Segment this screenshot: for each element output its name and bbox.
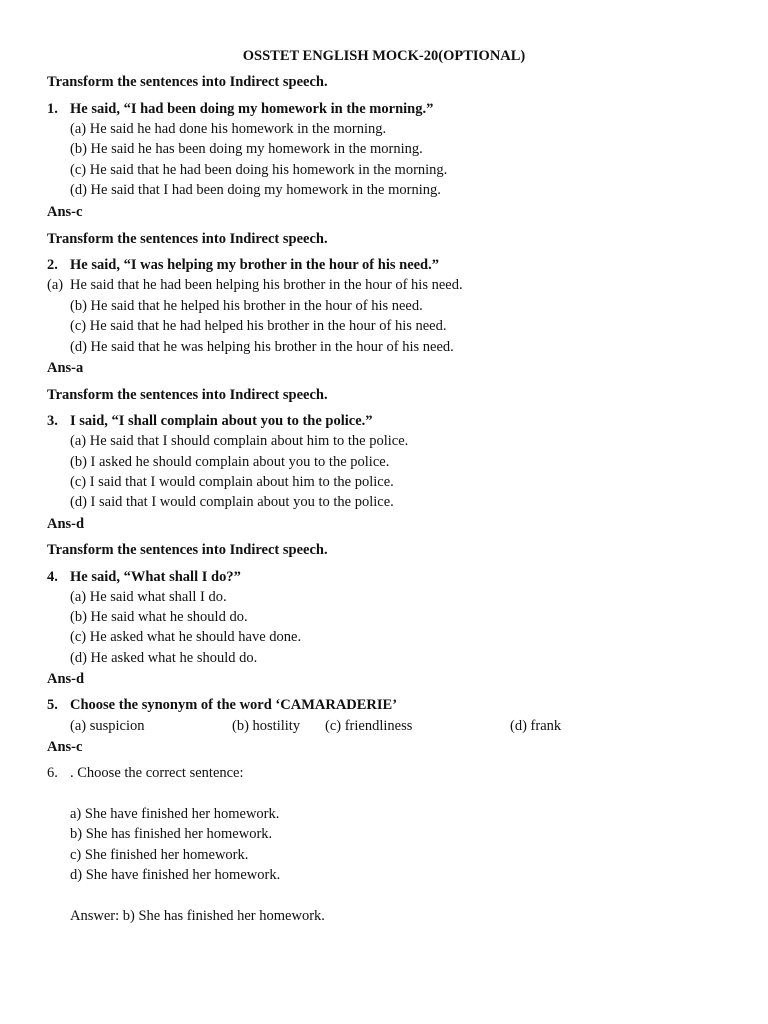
q4-number: 4. <box>47 569 58 585</box>
q5-option-d: (d) frank <box>510 718 562 734</box>
q4-instruction: Transform the sentences into Indirect speech. <box>47 542 328 558</box>
q5-answer: Ans-c <box>47 739 83 755</box>
q1-instruction: Transform the sentences into Indirect speech. <box>47 74 328 90</box>
q2-number: 2. <box>47 257 58 273</box>
q1-option-a: (a) He said he had done his homework in the morning. <box>70 121 387 137</box>
q1-option-b: (b) He said he has been doing my homework in the morning. <box>70 141 423 157</box>
q6-option-a: a) She have finished her homework. <box>70 806 280 822</box>
q4-option-a: (a) He said what shall I do. <box>70 589 227 605</box>
q2-option-a: He said that he had been helping his brother in the hour of his need. <box>70 277 463 293</box>
q4-option-c: (c) He asked what he should have done. <box>70 629 302 645</box>
q3-instruction: Transform the sentences into Indirect speech. <box>47 387 328 403</box>
q2-option-a-label: (a) <box>47 277 64 293</box>
q4-answer: Ans-d <box>47 671 85 687</box>
q1-option-d: (d) He said that I had been doing my homework in the morning. <box>70 182 441 198</box>
q2-question: He said, “I was helping my brother in the hour of his need.” <box>70 257 439 273</box>
q2-option-c: (c) He said that he had helped his brother in the hour of his need. <box>70 318 447 334</box>
q2-instruction: Transform the sentences into Indirect speech. <box>47 231 328 247</box>
q6-question: . Choose the correct sentence: <box>70 765 244 781</box>
q5-option-b: (b) hostility <box>232 718 301 734</box>
q3-answer: Ans-d <box>47 516 85 532</box>
q1-number: 1. <box>47 101 58 117</box>
q3-option-c: (c) I said that I would complain about him to the police. <box>70 474 394 490</box>
q2-answer: Ans-a <box>47 360 84 376</box>
q3-option-b: (b) I asked he should complain about you to the police. <box>70 454 390 470</box>
q5-question: Choose the synonym of the word ‘CAMARADERIE’ <box>70 697 398 713</box>
q5-option-a: (a) suspicion <box>70 718 145 734</box>
q6-answer: Answer: b) She has finished her homework. <box>70 908 325 924</box>
q4-option-b: (b) He said what he should do. <box>70 609 248 625</box>
q1-question: He said, “I had been doing my homework in the morning.” <box>70 101 434 117</box>
q3-option-d: (d) I said that I would complain about you to the police. <box>70 494 394 510</box>
q1-answer: Ans-c <box>47 204 83 220</box>
q2-option-d: (d) He said that he was helping his brother in the hour of his need. <box>70 339 454 355</box>
q4-option-d: (d) He asked what he should do. <box>70 650 258 666</box>
q6-option-b: b) She has finished her homework. <box>70 826 273 842</box>
q3-number: 3. <box>47 413 58 429</box>
q2-option-b: (b) He said that he helped his brother in the hour of his need. <box>70 298 423 314</box>
q5-option-c: (c) friendliness <box>325 718 413 734</box>
q3-option-a: (a) He said that I should complain about him to the police. <box>70 433 409 449</box>
q4-question: He said, “What shall I do?” <box>70 569 241 585</box>
q6-number: 6. <box>47 765 58 781</box>
q5-number: 5. <box>47 697 58 713</box>
q6-option-d: d) She have finished her homework. <box>70 867 281 883</box>
q6-option-c: c) She finished her homework. <box>70 847 249 863</box>
q3-question: I said, “I shall complain about you to the police.” <box>70 413 373 429</box>
q1-option-c: (c) He said that he had been doing his homework in the morning. <box>70 162 448 178</box>
page-title: OSSTET ENGLISH MOCK-20(OPTIONAL) <box>242 48 526 64</box>
